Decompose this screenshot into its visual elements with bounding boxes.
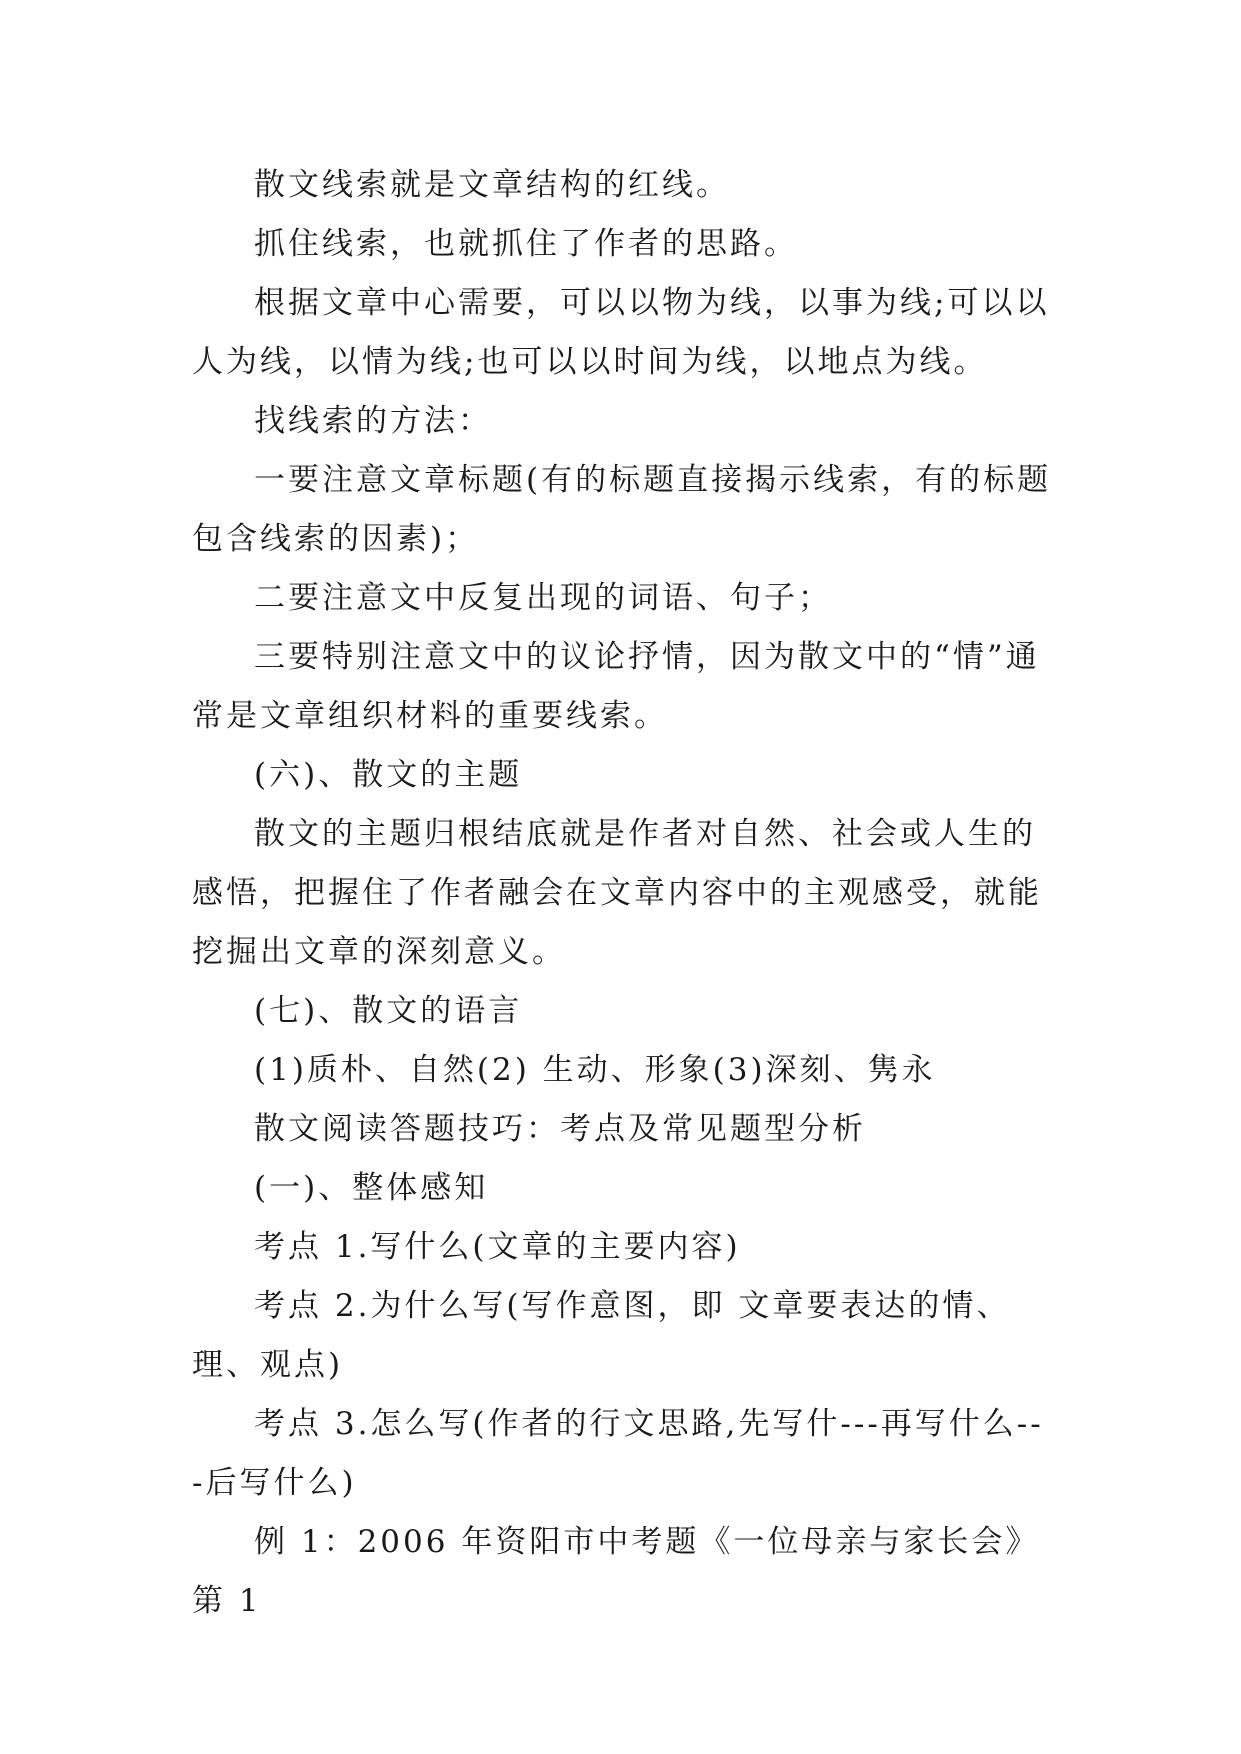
paragraph: 考点 3.怎么写(作者的行文思路,先写什---再写什么---后写什么) [192,1406,1044,1501]
paragraph: 例 1：2006 年资阳市中考题《一位母亲与家长会》第 1 [192,1524,1040,1619]
paragraph: 三要特别注意文中的议论抒情，因为散文中的“情”通常是文章组织材料的重要线索。 [192,639,1040,734]
section-heading: (七)、散文的语言 [254,993,523,1029]
paragraph: 考点 2.为什么写(写作意图，即 文章要表达的情、理、观点) [192,1288,1011,1383]
paragraph: 散文线索就是文章结构的红线。 [254,167,730,203]
document-body [192,156,1052,1631]
paragraph: 找线索的方法： [254,403,492,439]
paragraph: 散文的主题归根结底就是作者对自然、社会或人生的感悟，把握住了作者融会在文章内容中的主观感受，就能挖掘出文章的深刻意义。 [192,816,1042,970]
paragraph: 抓住线索，也就抓住了作者的思路。 [254,226,798,262]
paragraph: 一要注意文章标题(有的标题直接揭示线索，有的标题包含线索的因素)； [192,462,1052,557]
paragraph: 根据文章中心需要，可以以物为线，以事为线;可以以人为线，以情为线;也可以以时间为线，以地点为线。 [192,285,1050,380]
section-heading: (六)、散文的主题 [254,757,523,793]
paragraph: (1)质朴、自然(2) 生动、形象(3)深刻、隽永 [254,1052,936,1088]
section-heading: (一)、整体感知 [254,1170,489,1206]
paragraph: 考点 1.写什么(文章的主要内容) [254,1229,741,1265]
paragraph: 二要注意文中反复出现的词语、句子； [254,580,832,616]
paragraph: 散文阅读答题技巧：考点及常见题型分析 [254,1111,866,1147]
